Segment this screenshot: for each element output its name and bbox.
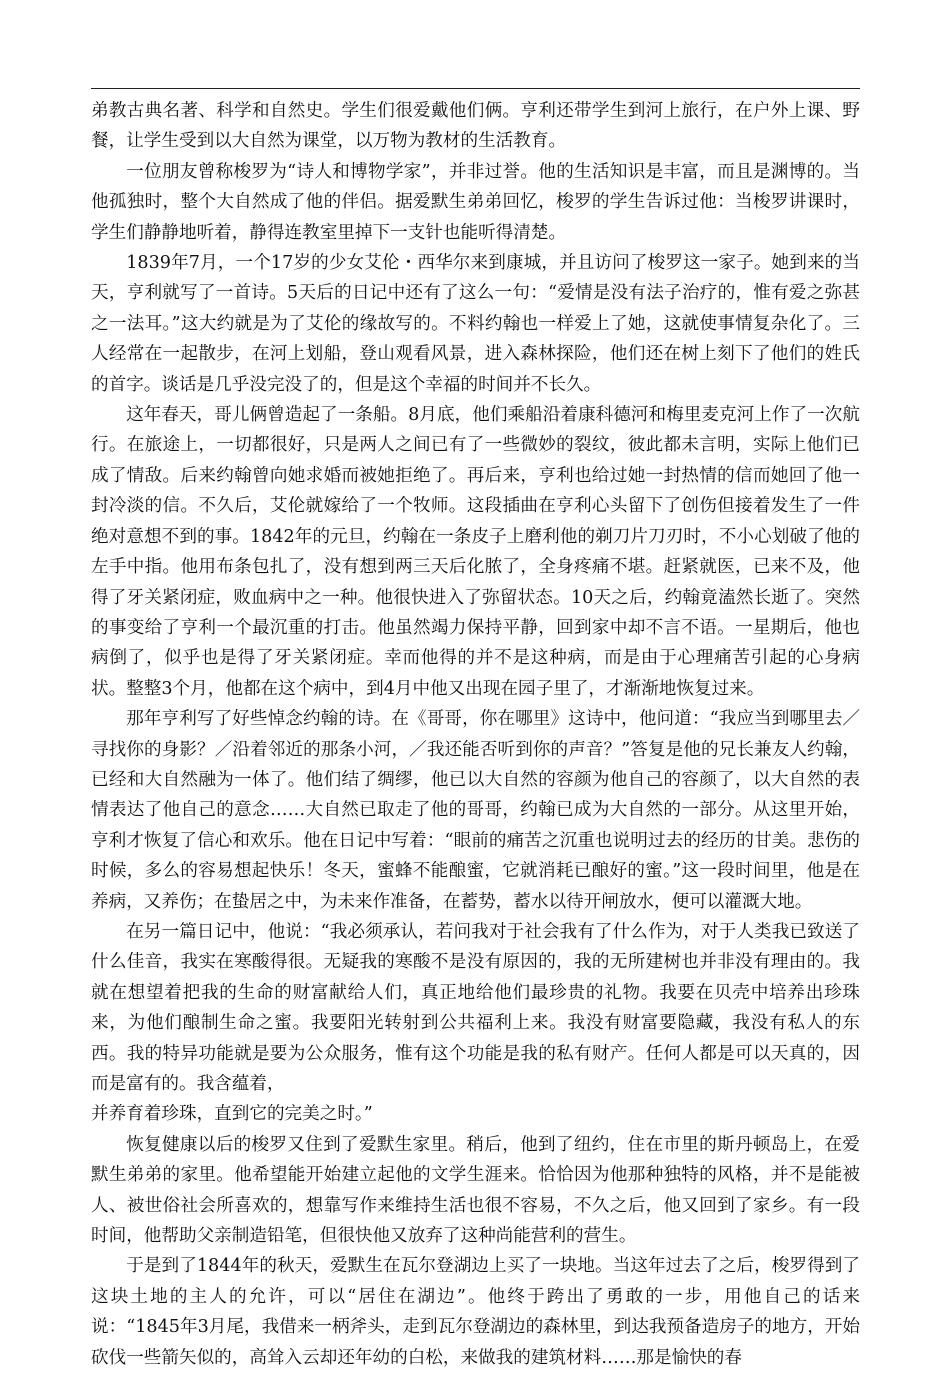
paragraph-mourning-poems: 那年亨利写了好些悼念约翰的诗。在《哥哥，你在哪里》这诗中，他问道：“我应当到哪里去／寻找你的身影？／沿着邻近的那条小河，／我还能否听到你的声音？”答复是他的兄长兼友人约翰，已经和大自然融为一体了。他们结了绸缪，他已以大自然的容颜为他自己的容颜了，以大自然的表情表达了他自己的意念……大自然已取走了他的哥哥，约翰已成为大自然的一部分。从这里开始，亨利才恢复了信心和欢乐。他在日记中写着：“眼前的痛苦之沉重也说明过去的经历的甘美。悲伤的时候，多么的容易想起快乐！冬天，蜜蜂不能酿蜜，它就消耗已酿好的蜜。”这一段时间里，他是在养病，又养伤；在蛰居之中，为未来作准备，在蓄势，蓄水以待开闸放水，便可以灌溉大地。 (91, 709, 860, 912)
paragraph-new-york: 恢复健康以后的梭罗又住到了爱默生家里。稍后，他到了纽约，住在市里的斯丹顿岛上，在爱默生弟弟的家里。他希望能开始建立起他的文学生涯来。恰恰因为他那种独特的风格，并不是能被人、被世俗社会所喜欢的，想靠写作来维持生活也很不容易，不久之后，他又回到了家乡。有一段时间，他帮助父亲制造铅笔，但很快他又放弃了这种尚能营利的营生。 (91, 1134, 860, 1247)
paragraph-walden: 于是到了1844年的秋天，爱默生在瓦尔登湖边上买了一块地。当这年过去了之后，梭罗得到了这块土地的主人的允许，可以“居住在湖边”。他终于跨出了勇敢的一步，用他自己的话来说：“1845年3月尾，我借来一柄斧头，走到瓦尔登湖边的森林里，到达我预备造房子的地方，开始砍伐一些箭矢似的，高耸入云却还年幼的白松，来做我的建筑材料……那是愉快的春 (91, 1256, 860, 1368)
paragraph-john-death: 这年春天，哥儿俩曾造起了一条船。8月底，他们乘船沿着康科德河和梅里麦克河上作了一次航行。在旅途上，一切都很好，只是两人之间已有了一些微妙的裂纹，彼此都未言明，实际上他们已成了情敌。后来约翰曾向她求婚而被她拒绝了。再后来，亨利也给过她一封热情的信而她回了他一封冷淡的信。不久后，艾伦就嫁给了一个牧师。这段插曲在亨利心头留下了创伤但接着发生了一件绝对意想不到的事。1842年的元旦，约翰在一条皮子上磨利他的剃刀片刀刃时，不小心划破了他的左手中指。他用布条包扎了，没有想到两三天后化脓了，全身疼痛不堪。赶紧就医，已来不及，他得了牙关紧闭症，败血病中之一种。他很快进入了弥留状态。10天之后，约翰竟溘然长逝了。突然的事变给了亨利一个最沉重的打击。他虽然竭力保持平静，回到家中却不言不语。一星期后，他也病倒了，似乎也是得了牙关紧闭症。幸而他得的并不是这种病，而是由于心理痛苦引起的心身病状。整整3个月，他都在这个病中，到4月中他又出现在园子里了，才渐渐地恢复过来。 (91, 405, 860, 699)
paragraph-continuation: 弟教古典名著、科学和自然史。学生们很爱戴他们俩。亨利还带学生到河上旅行，在户外上课、野餐，让学生受到以大自然为课堂，以万物为教材的生活教育。 (91, 101, 860, 152)
paragraph-poet-naturalist: 一位朋友曾称梭罗为“诗人和博物学家”，并非过誉。他的生活知识是丰富，而且是渊博的。当他孤独时，整个大自然成了他的伴侣。据爱默生弟弟回忆，梭罗的学生告诉过他：当梭罗讲课时，学生们静静地听着，静得连教室里掉下一支针也能听得清楚。 (91, 161, 860, 243)
body-text (91, 96, 860, 1373)
header-rule (91, 88, 860, 89)
paragraph-ellen-sewall: 1839年7月，一个17岁的少女艾伦・西华尔来到康城，并且访问了梭罗这一家子。她到来的当天，亨利就写了一首诗。5天后的日记中还有了这么一句：“爱情是没有法子治疗的，惟有爱之弥甚之一法耳。”这大约就是为了艾伦的缘故写的。不料约翰也一样爱上了她，这就使事情复杂化了。三人经常在一起散步，在河上划船，登山观看风景，进入森林探险，他们还在树上刻下了他们的姓氏的首字。谈话是几乎没完没了的，但是这个幸福的时间并不长久。 (91, 253, 860, 395)
paragraph-diary-quote-end: 并养育着珍珠，直到它的完美之时。” (91, 1104, 373, 1125)
paragraph-diary-quote: 在另一篇日记中，他说：“我必须承认，若问我对于社会我有了什么作为，对于人类我已致送了什么佳音，我实在寒酸得很。无疑我的寒酸不是没有原因的，我的无所建树也并非没有理由的。我就在想望着把我的生命的财富献给人们，真正地给他们最珍贵的礼物。我要在贝壳中培养出珍珠来，为他们酿制生命之蜜。我要阳光转射到公共福利上来。我没有财富要隐藏，我没有私人的东西。我的特异功能就是要为公众服务，惟有这个功能是我的私有财产。任何人都是可以天真的，因而是富有的。我含蕴着， (91, 921, 860, 1094)
